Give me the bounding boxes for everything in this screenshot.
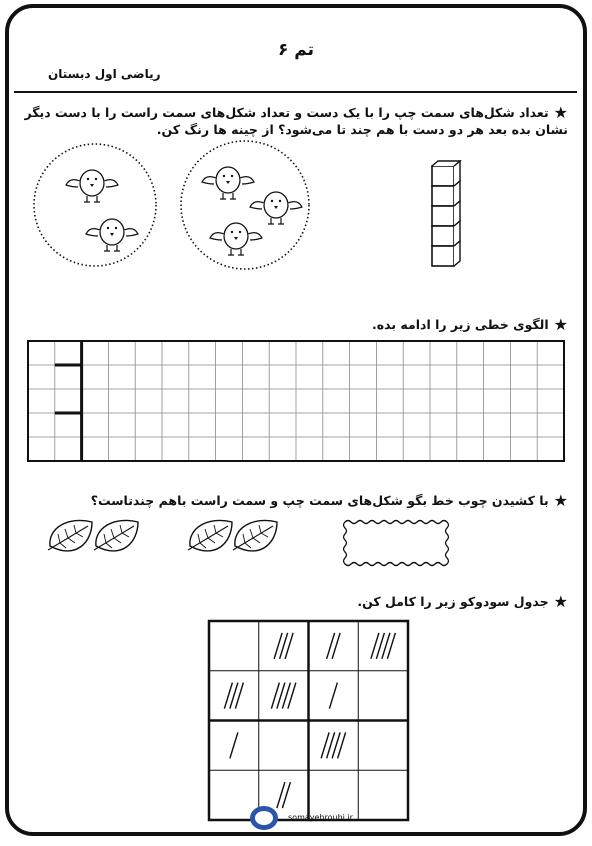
- leaf-icon: [48, 520, 92, 551]
- question-3-text: با کشیدن چوب خط بگو شکل‌های سمت چپ و سمت راست باهم چندتاست؟: [90, 493, 549, 508]
- star-icon: ★: [553, 592, 568, 611]
- star-icon: ★: [553, 491, 568, 510]
- tally-marks: [230, 732, 238, 758]
- tally-marks: [224, 683, 243, 709]
- question-2-text: الگوی خطی زیر را ادامه بده.: [372, 317, 549, 332]
- star-icon: ★: [553, 103, 568, 122]
- footer-website: somayehrouhi.ir: [288, 813, 353, 822]
- leaf-icon: [233, 520, 277, 551]
- question-2: [372, 316, 568, 333]
- chick-icon: [250, 192, 302, 224]
- question-1-text: تعداد شکل‌های سمت چپ را با یک دست و تعداد شکل‌های سمت راست را با دست دیگر نشان بده بعد هر دو دست با هم چند تا می‌شود؟ از چینه ها رنگ کن.: [24, 105, 568, 137]
- chick-icon: [66, 170, 118, 202]
- tally-marks: [321, 732, 346, 758]
- pattern-grid: [26, 339, 566, 463]
- tally-marks: [371, 633, 396, 659]
- leaf-icon: [188, 520, 232, 551]
- wavy-answer-box: [344, 521, 449, 566]
- sudoku-grid: [207, 619, 410, 822]
- leaf-icon: [94, 520, 138, 551]
- tally-marks: [327, 633, 341, 659]
- tally-marks: [271, 683, 296, 709]
- cube-tower: [428, 160, 464, 270]
- tally-marks: [329, 683, 337, 709]
- question-4: [357, 593, 568, 610]
- chick-icon: [86, 219, 138, 251]
- logo-icon: [250, 806, 278, 830]
- star-icon: ★: [553, 315, 568, 334]
- page-subtitle: ریاضی اول دبستان: [48, 67, 161, 81]
- chick-icon: [210, 223, 262, 255]
- chick-icon: [202, 167, 254, 199]
- cube: [432, 161, 460, 186]
- pattern-stroke: [55, 341, 82, 461]
- question-4-text: جدول سودوکو زیر را کامل کن.: [357, 594, 549, 609]
- leaves-and-box: [0, 505, 592, 575]
- tally-marks: [274, 633, 293, 659]
- tally-marks: [277, 782, 291, 808]
- page-title: تم ۶: [277, 40, 315, 60]
